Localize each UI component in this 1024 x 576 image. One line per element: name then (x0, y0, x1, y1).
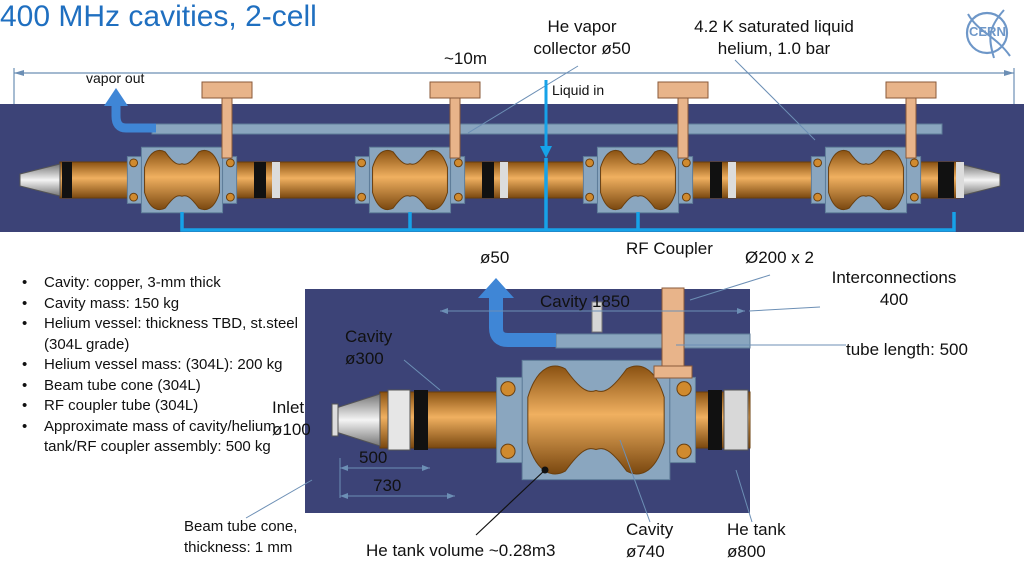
beam-tube-cone-label: Beam tube cone, thickness: 1 mm (184, 518, 298, 556)
bolt (358, 193, 366, 201)
inlet-flange (332, 404, 338, 436)
bolt (358, 159, 366, 167)
d50-label: ø50 (480, 248, 510, 267)
interconnect-bellow (482, 162, 494, 198)
rf-coupler-flange (886, 82, 936, 98)
interconnect-bellow (710, 162, 722, 198)
spec-list (18, 273, 306, 458)
inlet-ring (388, 390, 410, 450)
length-label: ~10m (444, 49, 487, 68)
bolt (677, 444, 691, 458)
he-tank-volume-label: He tank volume ~0.28m3 (366, 541, 556, 560)
bolt (454, 159, 462, 167)
inlet-label: Inlet ø100 (272, 398, 311, 439)
saturated-helium-label: 4.2 K saturated liquid helium, 1.0 bar (694, 17, 854, 58)
bolt (586, 159, 594, 167)
spec-item: • Helium vessel: thickness TBD, st.steel (304L grade) (44, 314, 306, 355)
rf-coupler-flange (654, 366, 692, 378)
tube-length-label: tube length: 500 (846, 340, 968, 359)
spec-item: • Cavity mass: 150 kg (44, 294, 306, 315)
rf-coupler-flange (658, 82, 708, 98)
bolt (226, 159, 234, 167)
interconnect-ring (728, 162, 736, 198)
inlet-bellow (414, 390, 428, 450)
vapor-collector-pipe (556, 334, 750, 348)
bolt (910, 159, 918, 167)
rf-coupler-flange (202, 82, 252, 98)
page-title: 400 MHz cavities, 2-cell (0, 0, 317, 33)
interconnect-ring (724, 390, 748, 450)
end-ring (62, 162, 72, 198)
liquid-in-label: Liquid in (552, 82, 605, 98)
he-vapor-collector-label: He vapor collector ø50 (533, 17, 631, 58)
bolt (130, 193, 138, 201)
bolt (814, 159, 822, 167)
cavity-1850-label: Cavity 1850 (540, 292, 630, 311)
rf-coupler-tube (678, 96, 688, 158)
vapor-out-label: vapor out (86, 70, 145, 86)
spec-item: • Beam tube cone (304L) (44, 376, 306, 397)
rf-coupler-label: RF Coupler (626, 239, 713, 258)
interconnect-ring (500, 162, 508, 198)
rf-coupler-tube (906, 96, 916, 158)
rf-coupler-tube (662, 288, 684, 368)
rf-coupler-flange (430, 82, 480, 98)
bolt (682, 159, 690, 167)
bolt (682, 193, 690, 201)
bolt (501, 382, 515, 396)
spec-item: • RF coupler tube (304L) (44, 396, 306, 417)
d200x2-label: Ø200 x 2 (745, 248, 814, 267)
interconnect-ring (272, 162, 280, 198)
bolt (130, 159, 138, 167)
bolt (501, 444, 515, 458)
cern-logo: CERN (958, 4, 1016, 62)
cavity-740-label: Cavity ø740 (626, 520, 674, 561)
interconnections-label: Interconnections 400 (831, 268, 957, 309)
bolt (454, 193, 462, 201)
vapor-out-arrowhead (478, 278, 514, 298)
dim-500-label: 500 (359, 448, 388, 467)
rf-coupler-tube (222, 96, 232, 158)
bolt (814, 193, 822, 201)
he-tank-800-label: He tank ø800 (727, 520, 786, 561)
dim-730-label: 730 (373, 476, 402, 495)
spec-item: • Helium vessel mass: (304L): 200 kg (44, 355, 306, 376)
spec-item: • Approximate mass of cavity/helium tank/RF coupler assembly: 500 kg (44, 417, 306, 458)
end-ring (944, 162, 954, 198)
bolt (226, 193, 234, 201)
interconnect-bellow (254, 162, 266, 198)
interconnect-bellow (708, 390, 722, 450)
interconnect-ring (956, 162, 964, 198)
bolt (677, 382, 691, 396)
bolt (910, 193, 918, 201)
rf-coupler-tube (450, 96, 460, 158)
cavity-300-label: Cavity ø300 (345, 327, 393, 368)
spec-item: • Cavity: copper, 3-mm thick (44, 273, 306, 294)
beam-tube-cone-leader (246, 480, 312, 518)
bolt (586, 193, 594, 201)
